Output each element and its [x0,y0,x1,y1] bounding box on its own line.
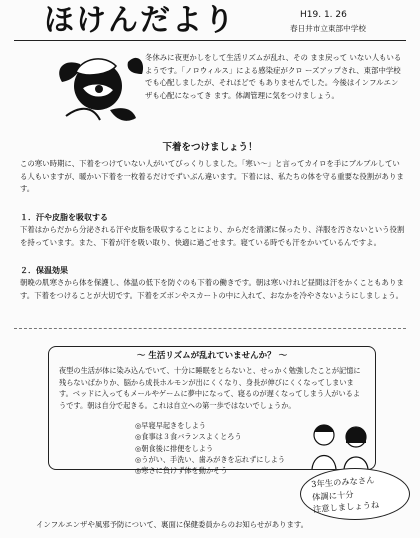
issue-date: H19. 1. 26 [300,10,347,20]
note-line: 3年生のみなさん [310,474,375,490]
tip-item: ◎朝食後に排便をしよう [135,443,214,453]
footer-notice: インフルエンザや風邪予防について、裏面に保健委員からのお知らせがあります。 [36,520,309,529]
point-2-body: 朝晩の肌寒さから体を保護し、体温の低下を防ぐのも下着の働きです。朝は寒いけれど昼間は汗をかくこともあります。下着をつけることが大切です。下着をズボンやスカートの中に入れて、おなかを冷やさないようにしましょう。 [20,278,404,300]
tip-item: ◎うがい、手洗い、歯みがきを忘れずにしよう [135,454,286,464]
camellia-illustration [52,44,148,130]
tips-list [135,420,285,476]
point-1-body: 下着はからだから分泌される汗や皮脂を吸収することにより、からだを清潔に保ったり、洋服を汚さないという役割を持っています。また、下着が汗を吸い取り、快適に過ごせます。寝ている時でも汗をかいているんですよ。 [20,225,405,247]
tip-item: ◎寒さに負けず体を動かそう [135,466,228,476]
note-line: 体調に十分 [311,488,354,502]
point-2-title: ２．保温効果 [20,266,68,275]
intro-paragraph: 冬休みに夜更かしをして生活リズムが乱れ、その まま戻って いない人もいるようです。「ノロウィルス」による感染症がクロ ーズアップされ、東部中学校でも心配しましたが、それほどで もありませんでした。今後はインフルエンザも心配になってき ます。体調管理に気をつけましょう。 [145,53,402,100]
newsletter-title: ほけんだより [44,3,236,38]
tip-item: ◎食事は３食バランスよくとろう [135,432,242,442]
box-title: ～ 生活リズムが乱れていませんか？ ～ [136,351,288,361]
students-illustration [306,419,378,471]
school-name: 春日井市立東部中学校 [290,24,366,33]
section-heading-underwear: 下着をつけましょう！ [162,142,258,153]
point-1-title: １．汗や皮脂を吸収する [20,213,108,222]
box-paragraph: 夜型の生活が体に染み込んでいて、十分に睡眠をとらないと、せっかく勉強したことが記憶に残らないばかりか、脳から成長ホルモンが出にくくなり、身長が伸びにくくなってしまいます。ベッドに入ってもメールやゲームに夢中になって、寝るのが遅くなってしまう人がいるようです。朝は自分で起きる。これは自立への第一歩ではないでしょうか。 [59,366,361,410]
header-rule [14,40,406,41]
section-divider [14,328,406,329]
tip-item: ◎早寝早起きをしよう [135,421,206,430]
handwritten-note [311,472,403,516]
underwear-paragraph: この寒い時期に、下着をつけていない人がいてびっくりしました。「寒い～」と言ってカイロを手にブルブルしている人もいますが、暖かい下着を一枚着るだけでずいぶん違います。下着には、私たちの体を守る重要な役割があります。 [20,159,404,193]
note-line: 注意しましょうね [312,499,380,515]
